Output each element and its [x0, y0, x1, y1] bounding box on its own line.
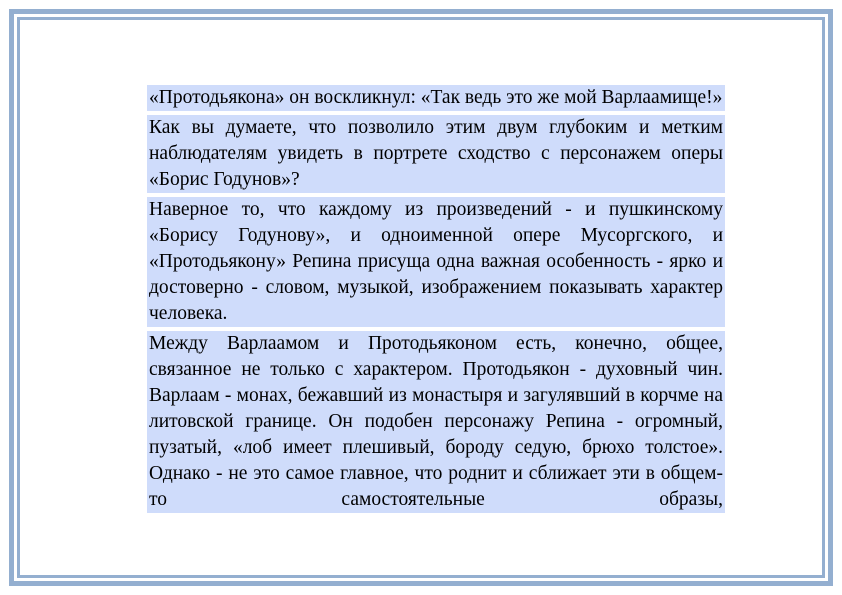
paragraph-3: Наверное то, что каждому из произведений - и пушкинскому «Борису Годунову», и одноименной опере Мусоргского, и «Протодьякону» Репина присуща одна важная особенность - ярко и достоверно - словом, музыкой, изображением показывать характер человека.: [147, 197, 725, 327]
slide-text-block: [147, 85, 725, 517]
paragraph-1: «Протодьякона» он воскликнул: «Так ведь это же мой Варлаамище!»: [147, 85, 725, 111]
paragraph-2: Как вы думаете, что позволило этим двум глубоким и метким наблюдателям увидеть в портрете сходство с персонажем оперы «Борис Годунов»?: [147, 115, 725, 193]
paragraph-4: Между Варлаамом и Протодьяконом есть, конечно, общее, связанное не только с характером. Протодьякон - духовный чин. Варлаам - монах, бежавший из монастыря и загулявший в корчме на литовской границе. Он подобен персонажу Репина - огромный, пузатый, «лоб имеет плешивый, бороду седую, брюхо толстое». Однако - не это самое главное, что роднит и сближает эти в общем-то самостоятельные образы,: [147, 331, 725, 513]
